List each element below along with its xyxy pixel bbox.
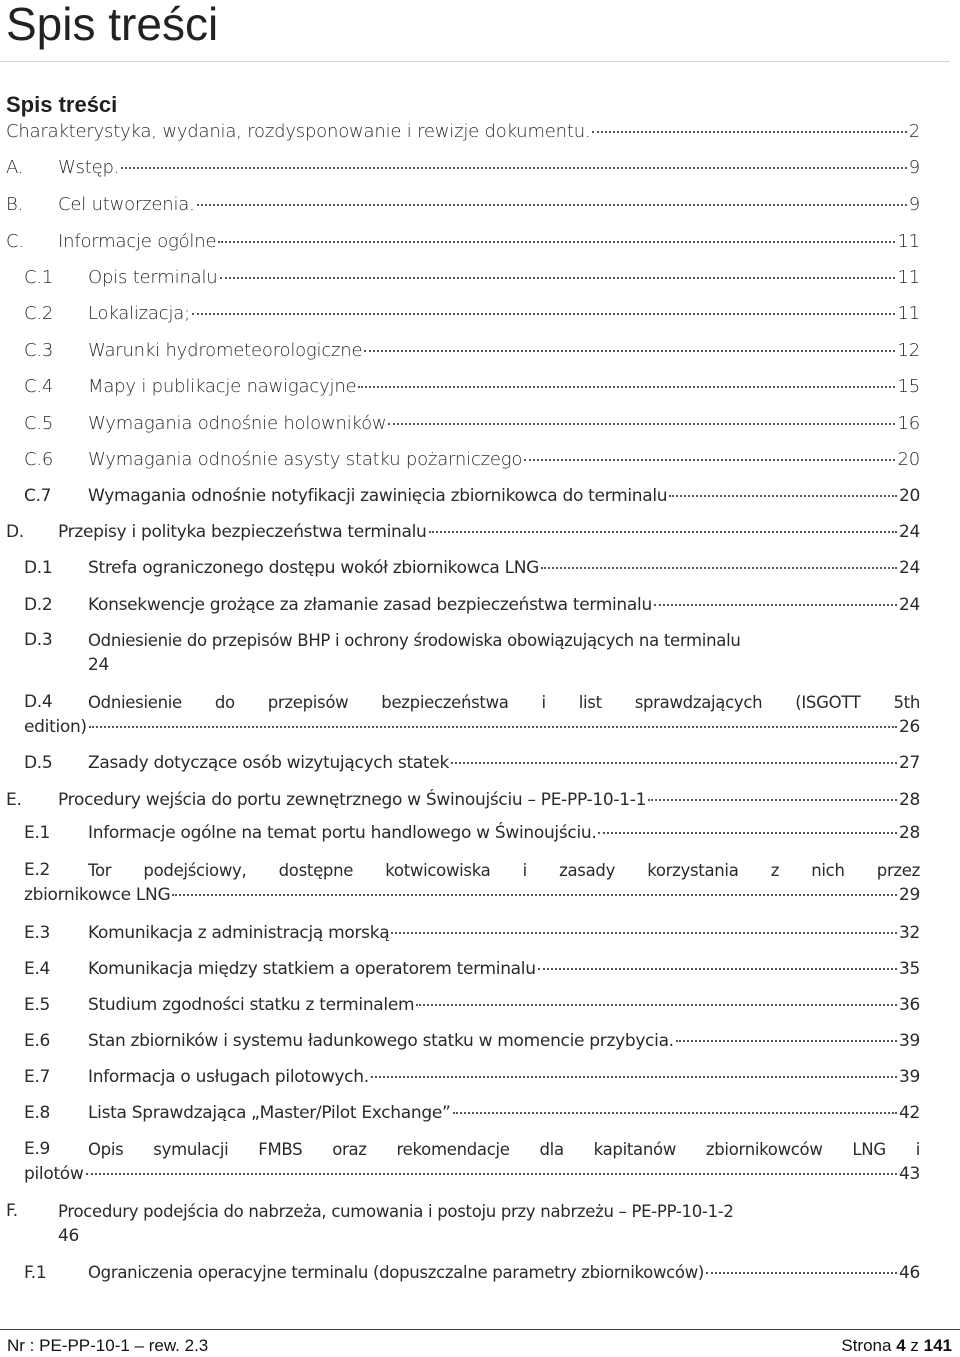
toc-leader (89, 726, 897, 728)
footer-divider (0, 1329, 960, 1330)
toc-entry-page: 46 (898, 1263, 920, 1283)
toc-entry-e5[interactable] (24, 990, 920, 1020)
toc-entry-title: Komunikacja z administracją morską (88, 923, 390, 943)
toc-leader (391, 932, 897, 934)
toc-entry-number: C.3 (24, 340, 54, 361)
toc-entry-number: E.4 (24, 959, 51, 979)
toc-entry-page: 24 (898, 595, 920, 615)
toc-leader (218, 241, 895, 243)
toc-entry-title: Wstęp. (58, 157, 120, 178)
toc-entry-number: E.8 (24, 1103, 51, 1123)
toc-entry-number: C.1 (24, 267, 54, 288)
toc-entry-title-line1: Tor podejściowy, dostępne kotwicowiska i zasady korzystania z nich przez (88, 861, 920, 880)
toc-entry-page: 46 (58, 1226, 80, 1246)
toc-entry-page: 26 (898, 717, 920, 737)
toc-leader (538, 968, 897, 970)
toc-entry-number: E.9 (24, 1139, 51, 1159)
toc-entry-title: Charakterystyka, wydania, rozdysponowanie i rewizje dokumentu. (6, 121, 591, 142)
toc-entry-title: Lokalizacja; (88, 303, 190, 324)
toc-entry-page: 16 (897, 413, 920, 434)
toc-entry-e4[interactable] (24, 954, 920, 984)
toc-entry-number: E.5 (24, 995, 51, 1015)
toc-entry-d[interactable] (6, 517, 920, 547)
toc-entry-page: 11 (897, 303, 920, 324)
toc-entry-number: D.1 (24, 558, 53, 578)
toc-entry-page: 15 (897, 376, 920, 397)
toc-entry-page: 28 (898, 823, 920, 843)
toc-entry-number: E.2 (24, 860, 51, 880)
toc-entry-number: E.3 (24, 923, 51, 943)
toc-leader (592, 131, 906, 133)
toc-leader (676, 1040, 897, 1042)
toc-entry-page: 20 (898, 486, 920, 506)
toc-entry-d2[interactable] (24, 590, 920, 620)
toc-entry-page: 9 (908, 194, 920, 215)
toc-entry-page: 2 (908, 121, 920, 142)
toc-entry-page: 9 (908, 157, 920, 178)
toc-entry-title: Wymagania odnośnie asysty statku pożarniczego (88, 449, 523, 470)
toc-leader (453, 1112, 897, 1114)
toc-entry-title: Lista Sprawdzająca „Master/Pilot Exchange” (88, 1103, 451, 1123)
toc-entry-title: Warunki hydrometeorologiczne (88, 340, 363, 361)
toc-entry-title-line2: pilotów (24, 1164, 84, 1184)
toc-leader (220, 277, 896, 279)
toc-entry-title: Wymagania odnośnie notyfikacji zawinięcia zbiornikowca do terminalu (88, 486, 668, 506)
toc-entry-number: C.7 (24, 486, 52, 506)
toc-entry-c4[interactable] (24, 372, 920, 402)
toc-entry-d5[interactable] (24, 748, 920, 778)
toc-entry-page: 32 (898, 923, 920, 943)
toc-leader (388, 423, 895, 425)
toc-entry-title: Stan zbiorników i systemu ładunkowego statku w momencie przybycia. (88, 1031, 674, 1051)
toc-entry-number: E. (6, 790, 22, 810)
toc-entry-title: Konsekwencje grożące za złamanie zasad bezpieczeństwa terminalu (88, 595, 652, 615)
toc-entry-number: D.3 (24, 630, 53, 650)
page-counter-total: 141 (923, 1336, 952, 1355)
toc-entry-number: B. (6, 194, 24, 215)
toc-entry-title-line1: Opis symulacji FMBS oraz rekomendacje dla kapitanów zbiornikowców LNG i (88, 1140, 920, 1159)
toc-entry-number: E.1 (24, 823, 51, 843)
toc-entry-e8[interactable] (24, 1098, 920, 1128)
toc-entry-page: 24 (88, 655, 110, 675)
toc-entry-title: Komunikacja między statkiem a operatorem terminalu (88, 959, 536, 979)
toc-entry-page: 11 (897, 231, 920, 252)
toc-leader (364, 350, 895, 352)
toc-entry-d1[interactable] (24, 553, 920, 583)
toc-entry-page: 29 (898, 885, 920, 905)
toc-entry-d3[interactable] (24, 628, 920, 678)
toc-entry-page: 39 (898, 1067, 920, 1087)
toc-entry-number: F.1 (24, 1263, 47, 1283)
toc-entry-title: Informacje ogólne (58, 231, 217, 252)
toc-entry-page: 43 (898, 1164, 920, 1184)
toc-entry-page: 42 (898, 1103, 920, 1123)
toc-entry-f1[interactable] (24, 1258, 920, 1288)
toc-entry-number: C.4 (24, 376, 54, 397)
toc-entry-c7[interactable] (24, 481, 920, 511)
toc-entry-c[interactable] (6, 227, 920, 257)
toc-entry-title-line2: edition) (24, 717, 87, 737)
toc-entry-page: 24 (898, 522, 920, 542)
toc-entry-e1[interactable] (24, 818, 920, 848)
toc-leader (669, 495, 897, 497)
toc-leader (192, 313, 896, 315)
toc-entry-title: Opis terminalu (88, 267, 218, 288)
toc-entry-e2[interactable] (24, 858, 920, 908)
toc-entry-page: 35 (898, 959, 920, 979)
toc-entry-page: 12 (897, 340, 920, 361)
toc-entry-title: Zasady dotyczące osób wizytujących statek (88, 753, 449, 773)
toc-entry-page: 36 (898, 995, 920, 1015)
toc-entry-e7[interactable] (24, 1062, 920, 1092)
document-reference: Nr : PE-PP-10-1 – rew. 2.3 (7, 1336, 209, 1355)
toc-entry-number: D.2 (24, 595, 53, 615)
toc-entry-number: D. (6, 522, 24, 542)
toc-leader (654, 604, 897, 606)
toc-entry-page: 24 (898, 558, 920, 578)
toc-entry-page: 39 (898, 1031, 920, 1051)
toc-entry-c2[interactable] (24, 299, 920, 329)
toc-entry-title: Procedury podejścia do nabrzeża, cumowania i postoju przy nabrzeżu – PE-PP-10-1-2 (58, 1202, 734, 1221)
toc-entry-f[interactable] (6, 1199, 920, 1249)
toc-entry-number: C.5 (24, 413, 54, 434)
toc-entry-e[interactable] (6, 785, 920, 815)
toc-entry-number: A. (6, 157, 24, 178)
toc-entry-c6[interactable] (24, 445, 920, 475)
toc-leader (648, 799, 897, 801)
page-counter-current: 4 (896, 1336, 906, 1355)
toc-entry-title-line2: zbiornikowce LNG (24, 885, 171, 905)
toc-leader (541, 567, 897, 569)
toc-leader (429, 531, 897, 533)
toc-leader (371, 1076, 897, 1078)
toc-entry-e6[interactable] (24, 1026, 920, 1056)
toc-leader (86, 1173, 897, 1175)
toc-entry-c5[interactable] (24, 409, 920, 439)
toc-entry-b[interactable] (6, 190, 920, 220)
toc-entry-a[interactable] (6, 153, 920, 183)
toc-entry-charakterystyka[interactable] (6, 117, 920, 147)
toc-entry-e3[interactable] (24, 918, 920, 948)
toc-heading: Spis treści (6, 92, 118, 117)
page-counter-label: Strona (841, 1336, 892, 1355)
toc-leader (451, 762, 897, 764)
toc-entry-number: D.5 (24, 753, 53, 773)
toc-entry-title: Ograniczenia operacyjne terminalu (dopuszczalne parametry zbiornikowców) (88, 1263, 705, 1282)
toc-entry-number: E.6 (24, 1031, 51, 1051)
toc-entry-title: Studium zgodności statku z terminalem (88, 995, 415, 1015)
toc-entry-number: D.4 (24, 692, 53, 712)
toc-leader (524, 459, 895, 461)
toc-entry-d4[interactable] (24, 690, 920, 740)
page-title: Spis treści (6, 0, 219, 50)
toc-entry-c3[interactable] (24, 336, 920, 366)
toc-entry-title: Odniesienie do przepisów BHP i ochrony środowiska obowiązujących na terminalu (88, 631, 741, 650)
toc-entry-page: 20 (897, 449, 920, 470)
toc-entry-page: 11 (897, 267, 920, 288)
toc-leader (121, 167, 906, 169)
toc-entry-title: Cel utworzenia. (58, 194, 195, 215)
toc-entry-number: C.6 (24, 449, 54, 470)
toc-entry-e9[interactable] (24, 1137, 920, 1187)
toc-leader (416, 1004, 897, 1006)
toc-leader (706, 1272, 897, 1274)
toc-leader (358, 386, 895, 388)
toc-leader (197, 204, 907, 206)
page-counter-separator: z (910, 1336, 919, 1355)
toc-entry-title: Informacja o usługach pilotowych. (88, 1067, 369, 1087)
toc-entry-page: 28 (898, 790, 920, 810)
toc-entry-number: E.7 (24, 1067, 51, 1087)
toc-entry-title-line1: Odniesienie do przepisów bezpieczeństwa i list sprawdzających (ISGOTT 5th (88, 693, 920, 712)
toc-entry-c1[interactable] (24, 263, 920, 293)
toc-entry-title: Procedury wejścia do portu zewnętrznego w Świnoujściu – PE-PP-10-1-1 (58, 790, 647, 810)
toc-entry-title: Informacje ogólne na temat portu handlowego w Świnoujściu. (88, 823, 597, 843)
toc-entry-page: 27 (898, 753, 920, 773)
toc-entry-title: Strefa ograniczonego dostępu wokół zbiornikowca LNG (88, 558, 540, 578)
toc-leader (172, 894, 897, 896)
toc-entry-number: F. (6, 1201, 18, 1221)
toc-entry-title: Przepisy i polityka bezpieczeństwa terminalu (58, 522, 427, 542)
toc-entry-title: Mapy i publikacje nawigacyjne (88, 376, 357, 397)
toc-entry-number: C.2 (24, 303, 54, 324)
toc-leader (598, 832, 896, 834)
toc-entry-number: C. (6, 231, 24, 252)
toc-entry-title: Wymagania odnośnie holowników (88, 413, 387, 434)
page-counter (841, 1335, 952, 1357)
